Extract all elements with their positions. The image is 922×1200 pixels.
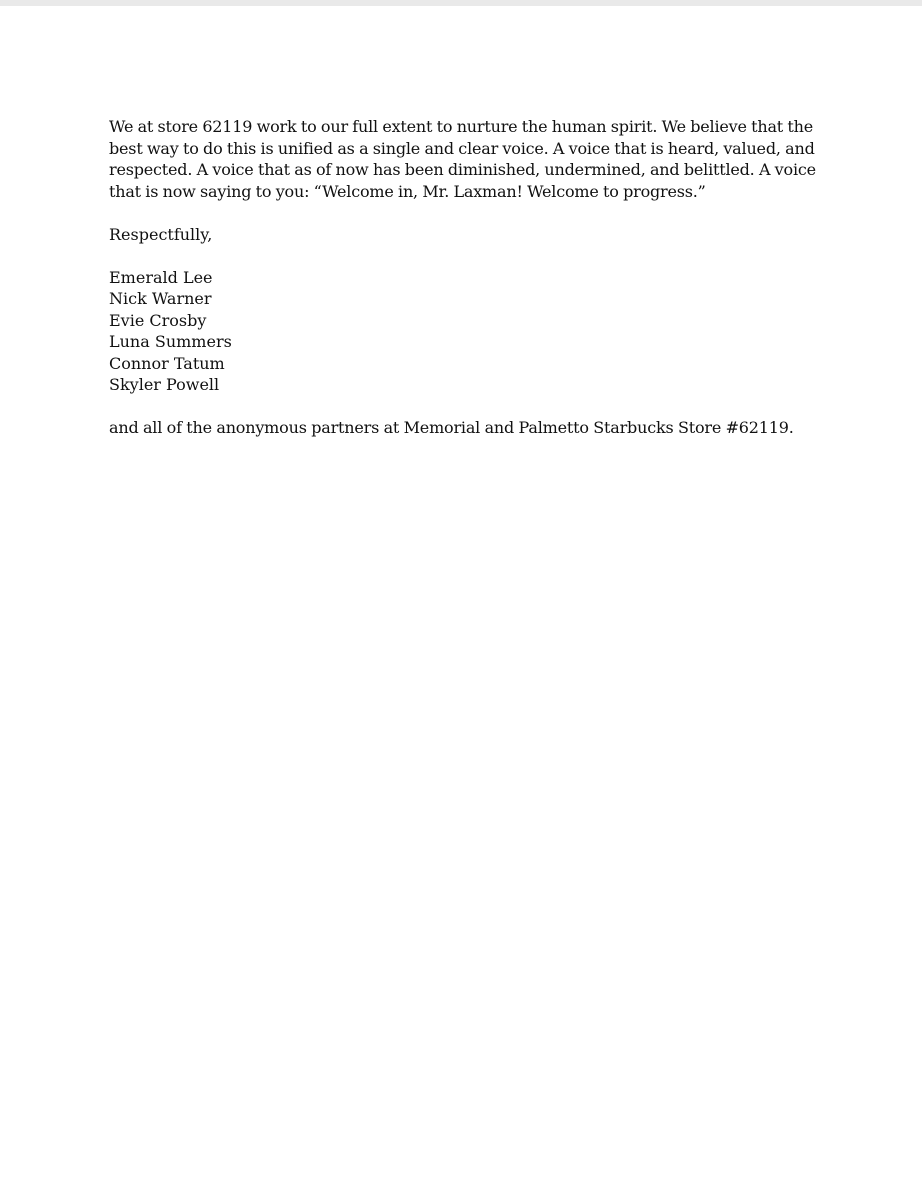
signatory-name: Evie Crosby — [109, 310, 207, 330]
letter-content — [109, 116, 849, 439]
signatory-name: Emerald Lee — [109, 267, 213, 287]
signatory-name: Skyler Powell — [109, 375, 220, 394]
signatory-name: Nick Warner — [109, 289, 212, 308]
letter-body-paragraph: We at store 62119 work to our full extent to nurture the human spirit. We believe that the best way to do this is unified as a single and clear voice. A voice that is heard, valued, and respected. A voice that as of now has been diminished, undermined, and belittled. A voice that is now saying to you: “Welcome in, Mr. Laxman! Welcome to progress.” — [109, 117, 816, 201]
letter-footer-line: and all of the anonymous partners at Memorial and Palmetto Starbucks Store #62119. — [109, 418, 794, 437]
signatory-list — [109, 267, 849, 396]
letter-closing: Respectfully, — [109, 224, 213, 244]
signatory-name: Connor Tatum — [109, 353, 225, 373]
signatory-name: Luna Summers — [109, 332, 232, 351]
